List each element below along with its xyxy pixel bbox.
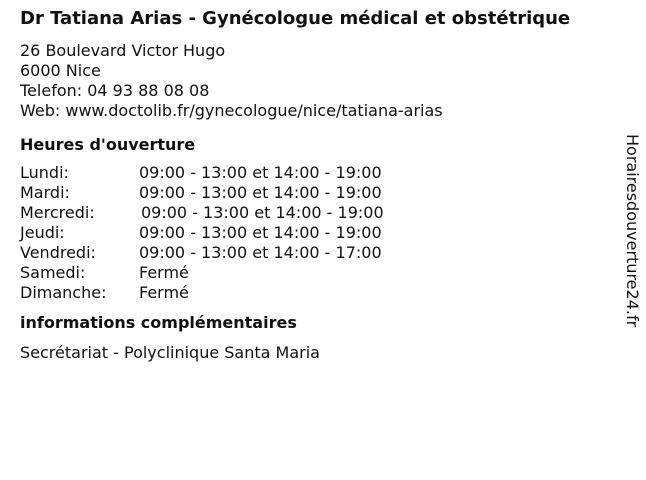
doctor-card [20,8,610,363]
day-hours: 09:00 - 13:00 et 14:00 - 19:00 [141,203,384,222]
day-hours: Fermé [139,263,189,282]
day-label: Lundi: [20,163,69,182]
address-street: 26 Boulevard Victor Hugo [20,41,226,60]
day-hours: Fermé [139,283,189,302]
site-watermark [623,134,646,354]
day-label: Vendredi: [20,243,96,262]
day-label: Mardi: [20,183,70,202]
doctor-title: Dr Tatiana Arias - Gynécologue médical et obstétrique [20,8,571,29]
watermark-text: Horairesdouverture24.fr [623,134,642,328]
day-label: Samedi: [20,263,86,282]
hours-row-sunday [20,283,610,303]
hours-row-wednesday [20,203,610,223]
hours-row-saturday [20,263,610,283]
hours-row-tuesday [20,183,610,203]
day-label: Dimanche: [20,283,107,302]
day-hours: 09:00 - 13:00 et 14:00 - 19:00 [139,183,382,202]
info-heading: informations complémentaires [20,313,297,332]
hours-row-friday [20,243,610,263]
address-block [20,41,610,121]
website-link[interactable]: Web: www.doctolib.fr/gynecologue/nice/tatiana-arias [20,101,443,120]
day-hours: 09:00 - 13:00 et 14:00 - 17:00 [139,243,382,262]
day-label: Jeudi: [20,223,65,242]
hours-row-monday [20,163,610,183]
hours-row-thursday [20,223,610,243]
info-text: Secrétariat - Polyclinique Santa Maria [20,343,320,362]
day-hours: 09:00 - 13:00 et 14:00 - 19:00 [139,163,382,182]
hours-table [20,163,610,303]
hours-heading: Heures d'ouverture [20,135,196,154]
day-label: Mercredi: [20,203,95,222]
address-city: 6000 Nice [20,61,101,80]
day-hours: 09:00 - 13:00 et 14:00 - 19:00 [139,223,382,242]
phone-number: Telefon: 04 93 88 08 08 [20,81,210,100]
